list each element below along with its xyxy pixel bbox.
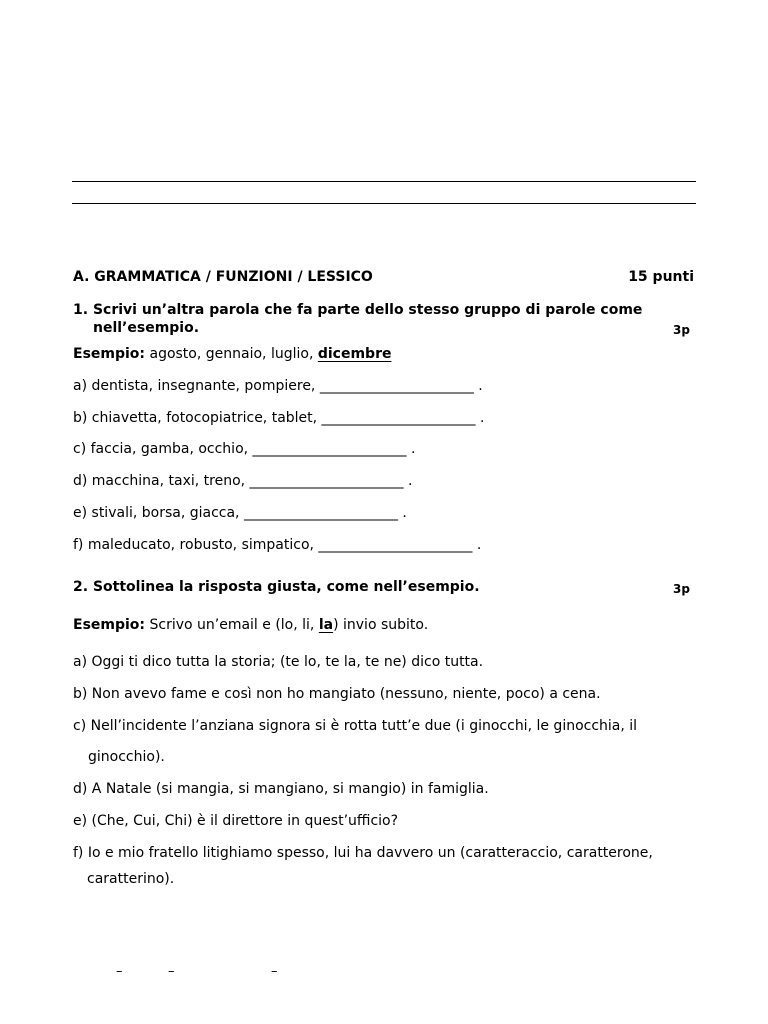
exercise2-item-b: b) Non avevo fame e così non ho mangiato (nessuno, niente, poco) a cena.	[73, 686, 601, 702]
footer-dash-mark: –	[116, 964, 123, 979]
exercise1-instruction	[73, 301, 642, 319]
exercise2-item-c: c) Nell’incidente l’anziana signora si è rotta tutt’e due (i ginocchi, le ginocchia, il	[73, 718, 638, 734]
exercise1-instruction-line2: nell’esempio.	[93, 320, 200, 336]
exercise2-item-d: d) A Natale (si mangia, si mangiano, si mangio) in famiglia.	[73, 781, 489, 797]
exercise2-example-answer: la	[318, 617, 334, 633]
exercise2-points: 3p	[673, 582, 690, 596]
exercise1-item-f: f) maleducato, robusto, simpatico, ______________________ .	[73, 537, 482, 553]
exercise1-item-b: b) chiavetta, fotocopiatrice, tablet, ______________________ .	[73, 410, 485, 426]
exercise1-example-answer: dicembre	[317, 346, 392, 362]
exercise1-item-d: d) macchina, taxi, treno, ______________________ .	[73, 473, 413, 489]
exercise2-item-a: a) Oggi ti dico tutta la storia; (te lo, te la, te ne) dico tutta.	[73, 654, 484, 670]
header-rule-bottom	[72, 203, 696, 204]
exercise2-item-f-continued: caratterino).	[87, 871, 175, 887]
header-rule-top	[72, 181, 696, 182]
exercise1-item-a: a) dentista, insegnante, pompiere, ______________________ .	[73, 378, 483, 394]
exercise1-example-label: Esempio:	[73, 346, 146, 362]
exercise2-example	[73, 616, 428, 634]
exercise1-example	[73, 345, 391, 363]
section-title: A. GRAMMATICA / FUNZIONI / LESSICO	[73, 269, 373, 285]
exercise1-number: 1.	[73, 302, 89, 318]
exercise2-item-e: e) (Che, Cui, Chi) è il direttore in quest’ufficio?	[73, 813, 399, 829]
exercise1-instruction-line1: Scrivi un’altra parola che fa parte dello stesso gruppo di parole come	[92, 302, 643, 318]
exercise2-item-f: f) Io e mio fratello litighiamo spesso, lui ha davvero un (caratteraccio, caratterone,	[73, 845, 653, 861]
exercise1-points: 3p	[673, 323, 690, 337]
exercise2-number: 2.	[73, 579, 89, 595]
exercise2-instruction: Sottolinea la risposta giusta, come nell’esempio.	[92, 579, 480, 595]
exercise1-example-text: agosto, gennaio, luglio,	[149, 346, 314, 362]
exercise2-example-label: Esempio:	[73, 617, 146, 633]
footer-dash-mark: –	[168, 964, 175, 979]
section-points: 15 punti	[628, 269, 694, 285]
exercise2-example-post: ) invio subito.	[333, 617, 429, 633]
footer-dash-mark: –	[271, 964, 278, 979]
exercise1-item-e: e) stivali, borsa, giacca, ______________________ .	[73, 505, 407, 521]
exercise2-item-c-continued: ginocchio).	[88, 749, 165, 765]
exercise2-example-pre: Scrivo un’email e (lo, li,	[149, 617, 315, 633]
exercise2-instruction-row	[73, 578, 480, 596]
exercise1-item-c: c) faccia, gamba, occhio, ______________________ .	[73, 441, 416, 457]
